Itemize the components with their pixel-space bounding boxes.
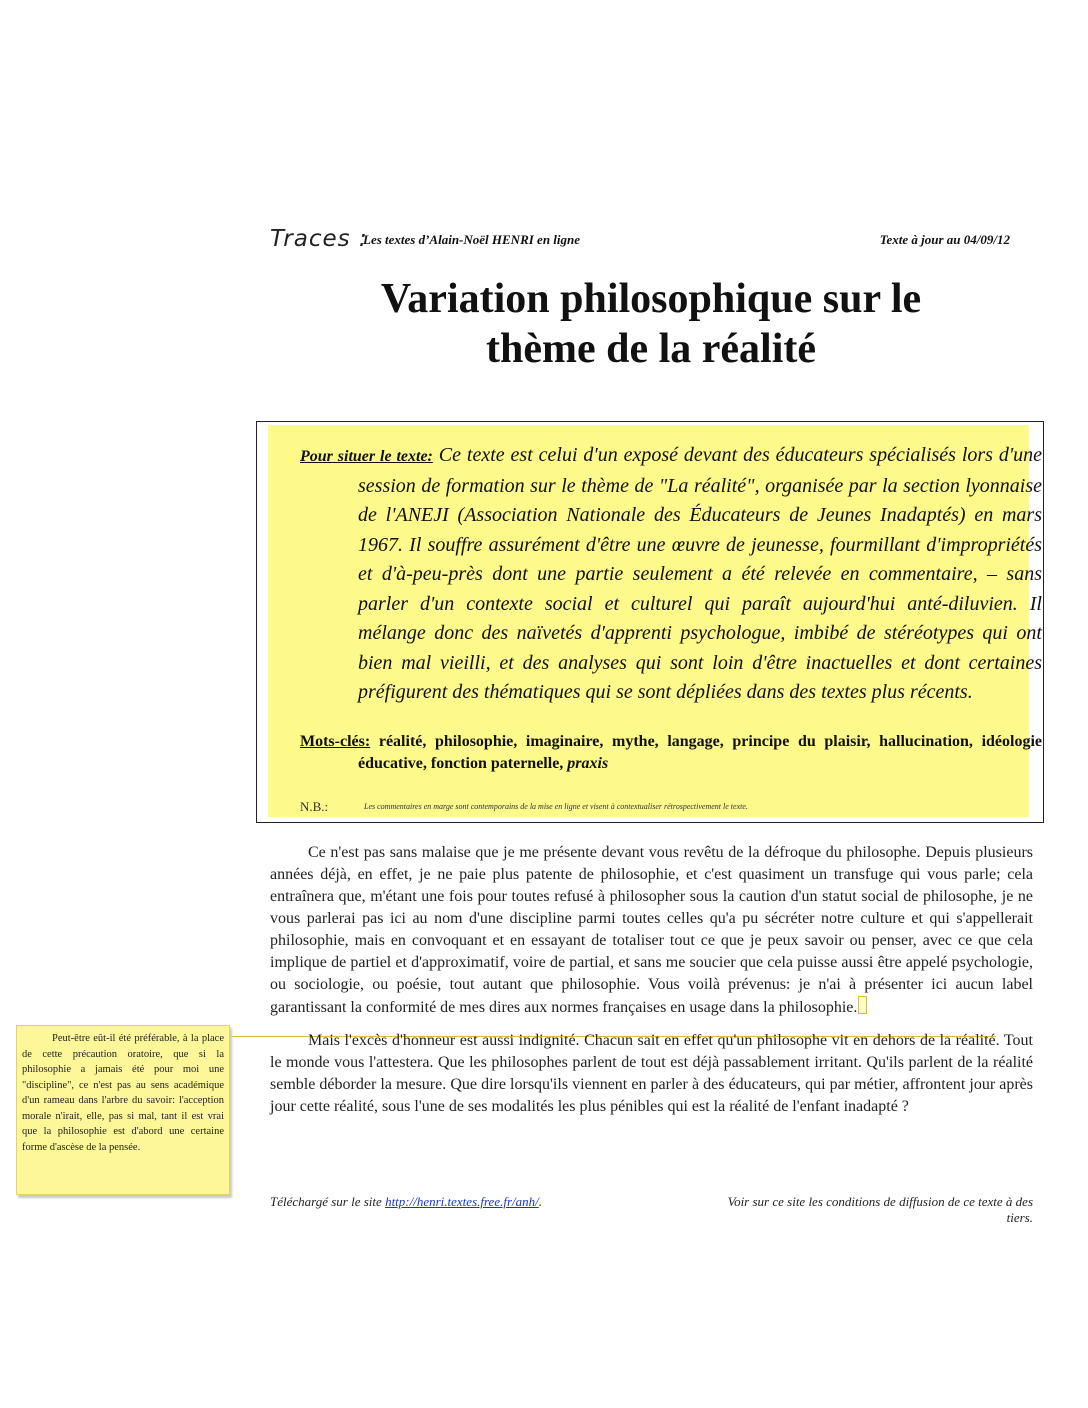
margin-comment[interactable] [16,1025,230,1195]
title-line-2: thème de la réalité [485,326,817,372]
note-line [300,799,1000,815]
footer-conditions: Voir sur ce site les conditions de diffusion de ce texte à des tiers. [727,1194,1033,1225]
nb-label: N.B.: [300,799,329,814]
body-paragraph-1-text: Ce n'est pas sans malaise que je me présente devant vous revêtu de la défroque du philosophe. Depuis plusieurs années déjà, en effet, je ne paie plus patente de philosophie, et c'est quasiment un transfuge qui vous parle; cela entraînera que, m'étant une fois pour toutes refusé à philosopher sous la caution d'un statut social de philosophe, je ne vous parlerai pas ici au nom d'une discipline parmi toutes celles qu'a pu sécréter notre culture et qui s'appellerait philosophie, mais en convoquant et en essayant de totaliser tout ce que je peux savoir ou penser, avec ce que cela implique de partiel et d'approximatif, voire de partial, et sans me soucier que cela puisse aussi être appelé psychologie, ou sociologie, ou poésie, tout autant que philosophie. Vous voilà prévenus: je n'ai à présenter ici aucun label garantissant la conformité de mes dires aux normes françaises en usage dans la philosophie. [270,844,1033,1016]
comment-anchor[interactable] [858,996,867,1014]
footer-download [270,1194,542,1210]
site-link[interactable]: http://henri.textes.free.fr/anh/ [385,1194,539,1209]
nb-text: Les commentaires en marge sont contemporains de la mise en ligne et visent à contextualiser rétrospectivement le texte. [364,802,748,811]
context-box [256,421,1044,823]
body-paragraph-2-text: Mais l'excès d'honneur est aussi indignité. Chacun sait en effet qu'un philosophe vit en dehors de la réalité. Tout le monde vous l'attestera. Que les philosophes parlent de tout est déjà passablement irritant. Qu'ils parlent de la réalité semble déborder la mesure. Que dire lorsqu'ils viennent en parler à des éducateurs, qui par métier, affrontent jour après jour cette réalité, sous l'une de ses modalités les plus pénibles qui est la réalité de l'enfant inadapté ? [270,1032,1033,1115]
context-highlight [268,425,1043,817]
footer-download-suffix: . [538,1194,542,1209]
running-header [270,226,1010,252]
context-label: Pour situer le texte: [300,448,433,465]
title-line-1: Variation philosophique sur le [380,276,922,322]
body-paragraph-1 [270,842,1033,1019]
site-subtitle: Les textes d’Alain-Noël HENRI en ligne [363,232,581,247]
update-date: Texte à jour au 04/09/12 [879,232,1010,247]
margin-comment-text: Peut-être eût-il été préférable, à la place de cette précaution oratoire, que si la philosophie a jamais été pour moi une "discipline", ce n'est pas au sens académique d'un rameau dans l'arbre du savoir: l'acception morale n'irait, elle, pas si mal, tant il est vrai que la philosophie est d'abord une certaine forme d'ascèse de la pensée. [22,1033,224,1153]
brand-title: Traces : [270,226,368,252]
page-title [270,274,1032,374]
context-paragraph [300,441,1042,708]
footer-download-prefix: Téléchargé sur le site [270,1194,382,1209]
body-paragraph-2 [270,1030,1033,1118]
keywords-paragraph [300,731,1042,775]
keywords-label: Mots-clés: [300,733,371,750]
keywords-last: praxis [567,755,609,772]
context-text: Ce texte est celui d'un exposé devant des éducateurs spécialisés lors d'une session de formation sur le thème de "La réalité", organisée par la section lyonnaise de l'ANEJI (Association Nationale des Éducateurs de Jeunes Inadaptés) en mars 1967. Il souffre assurément d'être une œuvre de jeunesse, fourmillant d'impropriétés et d'à-peu-près dont une partie seulement a été relevée en commentaire, – sans parler d'un contexte social et culturel qui paraît aujourd'hui anté-diluvien. Il mélange donc des naïvetés d'apprenti psychologue, imbibé de stéréotypes qui ont bien mal vieilli, et des analyses qui sont loin d'être inactuelles et dont certaines préfigurent des thématiques qui se sont dépliées dans des textes plus récents. [358,444,1043,703]
keywords-text: réalité, philosophie, imaginaire, mythe, langage, principe du plaisir, hallucination, idéologie éducative, fonction paternelle, [358,733,1043,772]
